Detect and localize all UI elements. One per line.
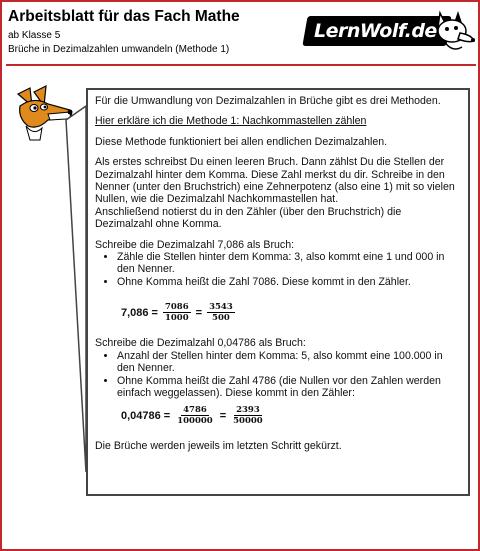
equals-sign: = xyxy=(195,306,203,319)
fraction-reduced xyxy=(207,302,235,323)
wolf-mascot-icon xyxy=(432,7,476,57)
speech-box xyxy=(86,88,470,496)
fraction xyxy=(163,302,191,323)
formula-lhs: 7,086 xyxy=(121,306,149,319)
topic-label: Brüche in Dezimalzahlen umwandeln (Methode 1) xyxy=(8,44,230,55)
grade-label: ab Klasse 5 xyxy=(8,30,61,41)
example-2-bullet-1: • Anzahl der Stellen hinter dem Komma: 5, also kommt eine 100.000 in den Nenner. xyxy=(117,350,461,375)
explanation-part-1: Als erstes schreibst Du einen leeren Bruch. Dann zählst Du die Stellen der Dezimalzahl hinter dem Komma. Diese Zahl merkst du dir. Schreibe in den Nenner (unter den Bruchstrich) eine Zehnerpotenz (also eine 1) mit so vielen Nullen, wie die Dezimalzahl Nachkommastellen hat. xyxy=(95,156,455,206)
denominator: 500 xyxy=(212,313,230,324)
scope-text: Diese Methode funktioniert bei allen endlichen Dezimalzahlen. xyxy=(95,135,388,148)
fraction xyxy=(175,405,215,426)
intro-text: Für die Umwandlung von Dezimalzahlen in Brüche gibt es drei Methoden. xyxy=(95,95,441,107)
numerator: 7086 xyxy=(164,302,189,313)
denominator: 1000 xyxy=(164,313,189,324)
explanation-part-2: Anschließend notierst du in den Zähler (über den Bruchstrich) die Dezimalzahl ohne Komma. xyxy=(95,205,402,231)
example-1-formula xyxy=(121,302,461,323)
example-2-formula xyxy=(121,405,461,426)
denominator: 50000 xyxy=(233,416,263,427)
equals-sign: = xyxy=(151,306,158,319)
example-1-bullet-1: • Zähle die Stellen hinter dem Komma: 3, also kommt eine 1 und 000 in den Nenner. xyxy=(117,251,461,276)
denominator: 100000 xyxy=(177,416,213,427)
explanation-text xyxy=(95,156,461,230)
example-1-bullet-2: • Ohne Komma heißt die Zahl 7086. Diese kommt in den Zähler. xyxy=(117,276,461,288)
speech-pointer xyxy=(2,2,92,502)
numerator: 3543 xyxy=(209,302,233,313)
numerator: 4786 xyxy=(183,405,207,416)
page-title: Arbeitsblatt für das Fach Mathe xyxy=(8,8,240,25)
logo-text: LernWolf.de xyxy=(314,20,437,42)
numerator: 2393 xyxy=(236,405,260,416)
equals-sign: = xyxy=(163,409,171,422)
example-1-list xyxy=(95,251,461,288)
method-heading: Hier erkläre ich die Methode 1: Nachkommastellen zählen xyxy=(95,115,367,128)
example-2-intro: Schreibe die Dezimalzahl 0,04786 als Bruch: xyxy=(95,337,306,350)
example-2-bullet-2: • Ohne Komma heißt die Zahl 4786 (die Nullen vor den Zahlen werden einfach weggelassen). Diese kommt in den Zähler: xyxy=(117,375,461,400)
fraction-reduced xyxy=(231,405,265,426)
equals-sign: = xyxy=(219,409,227,422)
example-2-list xyxy=(95,350,461,400)
formula-lhs: 0,04786 xyxy=(121,409,161,422)
closing-text: Die Brüche werden jeweils im letzten Schritt gekürzt. xyxy=(95,440,342,453)
example-1-intro: Schreibe die Dezimalzahl 7,086 als Bruch: xyxy=(95,238,295,251)
